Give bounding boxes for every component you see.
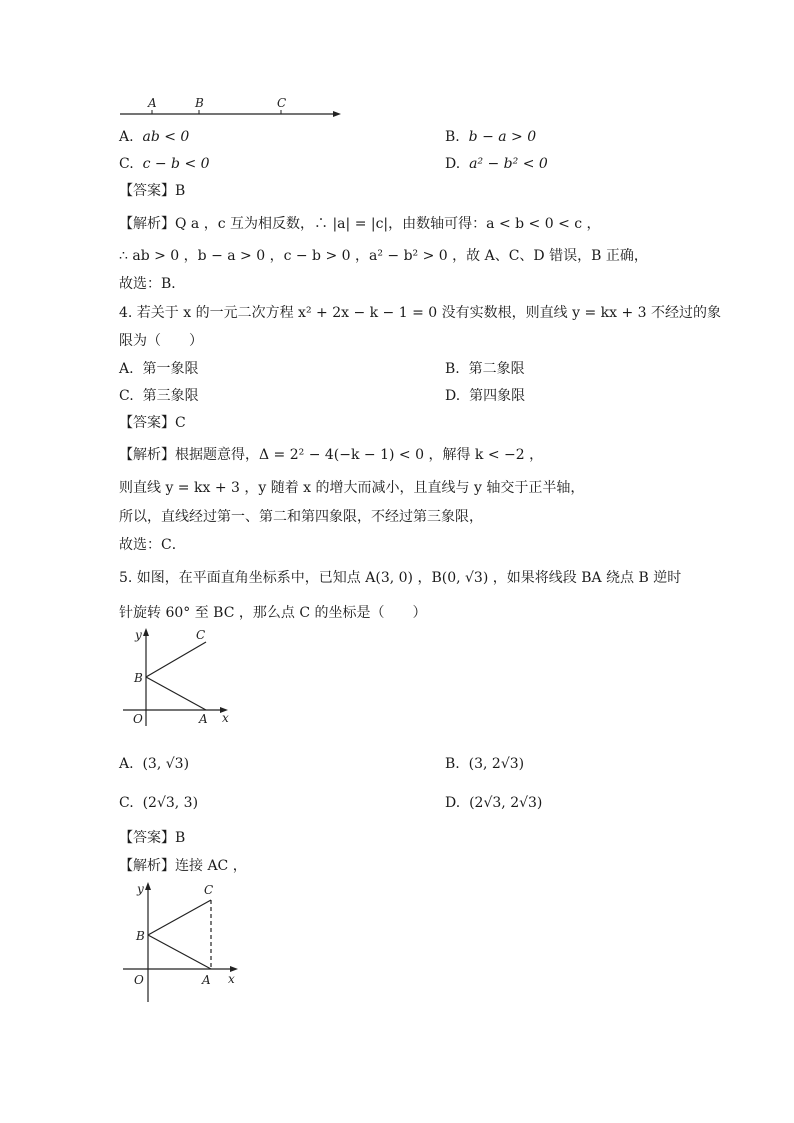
q5-option-d (445, 793, 542, 813)
option-key: A. (119, 129, 134, 145)
option-key: A. (119, 361, 134, 377)
option-key: C. (119, 388, 134, 404)
numberline-label-c: C (277, 96, 287, 110)
number-line-figure (115, 92, 345, 122)
q4-option-c (119, 386, 199, 406)
option-text: 第二象限 (468, 361, 525, 377)
option-text: b − a > 0 (468, 129, 537, 145)
q4-option-d (445, 386, 525, 406)
q4-analysis-line-4: 故选：C． (119, 537, 186, 553)
q5-option-c (119, 793, 198, 813)
q4-stem-line-2: 限为（ ） (119, 333, 203, 349)
option-key: D. (445, 156, 461, 172)
option-key: B. (445, 361, 460, 377)
fig1-label-b: B (134, 671, 143, 685)
q3-option-b (445, 127, 536, 147)
option-key: B. (445, 129, 460, 145)
fig2-label-x: x (228, 972, 235, 986)
fig2-label-o: O (134, 973, 144, 987)
q3-analysis-line-3: 故选：B． (119, 276, 186, 292)
q5-stem-line-2: 针旋转 60° 至 BC ，那么点 C 的坐标是（ ） (119, 605, 427, 621)
option-text: c − b < 0 (142, 156, 210, 172)
option-text: (3, √3) (142, 756, 190, 772)
fig2-label-c: C (204, 883, 214, 897)
fig1-label-o: O (133, 712, 143, 726)
option-text: ab < 0 (142, 129, 190, 145)
fig1-label-x: x (222, 711, 229, 725)
option-key: C. (119, 156, 134, 172)
q4-analysis-line-3: 所以，直线经过第一、第二和第四象限，不经过第三象限， (119, 509, 483, 525)
fig2-label-b: B (136, 929, 145, 943)
q5-answer: 【答案】B (119, 830, 186, 846)
option-text: 第三象限 (142, 388, 199, 404)
q4-option-a (119, 359, 198, 379)
option-key: D. (445, 388, 461, 404)
q4-answer: 【答案】C (119, 415, 186, 431)
q3-answer: 【答案】B (119, 183, 186, 199)
option-text: (2√3, 2√3) (469, 795, 543, 811)
q3-option-a (119, 127, 189, 147)
q5-option-a (119, 754, 189, 774)
option-text: (2√3, 3) (142, 795, 199, 811)
numberline-label-b: B (195, 96, 204, 110)
q5-option-b (445, 754, 524, 774)
option-key: D. (445, 795, 461, 811)
q3-option-c (119, 154, 210, 174)
q4-option-b (445, 359, 525, 379)
option-text: 第一象限 (142, 361, 199, 377)
q4-stem-line-1: 4. 若关于 x 的一元二次方程 x² + 2x − k − 1 = 0 没有实数根，则直线 y = kx + 3 不经过的象 (119, 305, 721, 321)
option-text: (3, 2√3) (468, 756, 525, 772)
option-text: a² − b² < 0 (469, 156, 548, 172)
fig1-label-a: A (199, 712, 208, 726)
fig1-label-c: C (196, 628, 206, 642)
q5-solution-figure (118, 880, 243, 1004)
option-key: A. (119, 756, 134, 772)
numberline-label-a: A (148, 96, 157, 110)
option-key: C. (119, 795, 134, 811)
option-text: 第四象限 (469, 388, 526, 404)
q3-analysis-line-1: 【解析】Q a ，c 互为相反数，∴ |a| = |c|，由数轴可得：a < b < 0 < c ， (119, 216, 601, 232)
q5-analysis-intro: 【解析】连接 AC ， (119, 858, 247, 874)
option-key: B. (445, 756, 460, 772)
q3-analysis-line-2: ∴ ab > 0 ，b − a > 0 ，c − b > 0 ，a² − b² > 0 ，故 A、C、D 错误，B 正确， (119, 248, 648, 264)
fig2-label-a: A (202, 973, 211, 987)
fig2-label-y: y (137, 882, 144, 896)
q5-figure (118, 626, 233, 730)
q3-option-d (445, 154, 548, 174)
q4-analysis-line-2: 则直线 y = kx + 3 ，y 随着 x 的增大而减小，且直线与 y 轴交于正半轴， (119, 480, 585, 496)
fig1-label-y: y (135, 628, 142, 642)
q5-stem-line-1: 5. 如图，在平面直角坐标系中，已知点 A(3, 0) ，B(0, √3) ，如果将线段 BA 绕点 B 逆时 (119, 570, 682, 586)
q4-analysis-line-1: 【解析】根据题意得，Δ = 2² − 4(−k − 1) < 0 ，解得 k < −2 ， (119, 447, 544, 463)
